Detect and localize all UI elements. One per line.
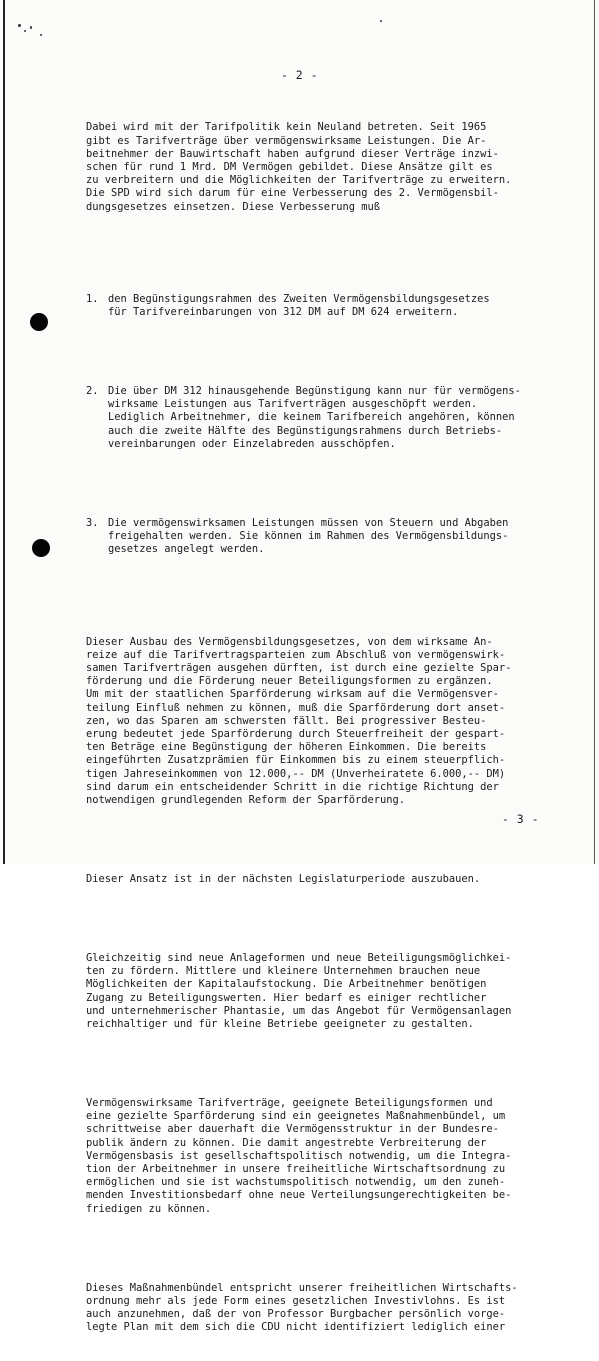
list-text: den Begünstigungsrahmen des Zweiten Vermögensbildungsgesetzes für Tarifvereinbarungen von 312 DM auf DM 624 erweitern. — [108, 292, 490, 319]
paragraph: Dieser Ausbau des Vermögensbildungsgesetzes, von dem wirksame An- reize auf die Tarifvertragsparteien zum Abschluß von vermögenswirk- samen Tarifverträgen ausgehen dürften, ist durch eine gezielte Spar- förderung und die Förderung neuer Beteiligungsformen zu ergänzen. Um mit der staatlichen Sparförderung wirksam auf die Vermögensver- teilung Einfluß nehmen zu können, muß die Sparförderung dort anset- zen, wo das Sparen am schwersten fällt. Bei progressiver Besteu- erung bedeutet jede Sparförderung durch Steuerfreiheit der gespart- ten Beträge eine Begünstigung der höheren Einkommen. Die bereits eingeführten Zusatzprämien für Einkommen bis zu einem steuerpflich- tigen Jahreseinkommen von 12.000,-- DM (Unverheiratete 6.000,-- DM) sind darum ein entscheidender Schritt in die richtige Richtung der notwendigen grundlegenden Reform der Sparförderung. — [86, 635, 512, 806]
list-number: 3. — [86, 516, 99, 529]
next-page-marker: - 3 - — [501, 812, 539, 826]
paragraph: Vermögenswirksame Tarifverträge, geeignete Beteiligungsformen und eine gezielte Sparförderung sind ein geeignetes Maßnahmenbündel, um schrittweise aber dauerhaft die Vermögensstruktur in der Bundesre- publik ändern zu können. Die damit angestrebte Verbreiterung der Vermögensbasis ist gesellschaftspolitisch notwendig, um die Integra- tion der Arbeitnehmer in unsere freiheitliche Wirtschaftsordnung zu ermöglichen und sie ist wachstumspolitisch notwendig, um den zuneh- menden Investitionsbedarf ohne neue Verteilungsungerechtigkeiten be- friedigen zu können. — [86, 1097, 512, 1215]
punch-hole — [32, 539, 50, 557]
scan-speck — [24, 30, 26, 32]
scan-speck — [380, 20, 382, 22]
punch-hole — [30, 313, 48, 331]
scan-edge-right — [594, 0, 595, 864]
page-number: - 2 - — [280, 68, 319, 82]
paragraph: Dieses Maßnahmenbündel entspricht unserer freiheitlichen Wirtschafts- ordnung mehr als jede Form eines gesetzlichen Investivlohns. Es ist auch anzunehmen, daß der von Professor Burgbacher persönlich vorge- legte Plan mit dem sich die CDU nicht identifiziert lediglich einer — [86, 1281, 518, 1334]
scan-speck — [40, 34, 42, 36]
scan-speck — [18, 24, 21, 27]
scan-edge-left — [3, 0, 5, 864]
paragraph: Dieser Ansatz ist in der nächsten Legislaturperiode auszubauen. — [86, 872, 481, 885]
scan-speck — [30, 26, 32, 29]
list-item — [86, 517, 566, 557]
paragraph: Gleichzeitig sind neue Anlageformen und neue Beteiligungsmöglichkei- ten zu fördern. Mittlere und kleinere Unternehmen brauchen neue Möglichkeiten der Kapitalaufstockung. Die Arbeitnehmer benötigen Zugang zu Beteiligungswerten. Hier bedarf es einiger rechtlicher und unternehmerischer Phantasie, um das Angebot für Vermögensanlagen reichhaltiger und für kleine Betriebe geeigneter zu gestalten. — [86, 951, 512, 1030]
list-text: Die über DM 312 hinausgehende Begünstigung kann nur für vermögens- wirksame Leistungen aus Tarifverträgen ausgeschöpft werden. Lediglich Arbeitnehmer, die keinem Tarifbereich angehören, können auch die zweite Hälfte des Begünstigungsrahmens durch Betriebs- vereinbarungen oder Einzelabreden ausschöpfen. — [108, 385, 521, 450]
paragraph: Dabei wird mit der Tarifpolitik kein Neuland betreten. Seit 1965 gibt es Tarifverträge über vermögenswirksame Leistungen. Die Ar- beitnehmer der Bauwirtschaft haben aufgrund dieser Verträge inzwi- schen für rund 1 Mrd. DM Vermögen gebildet. Diese Ansätze gilt es zu verbreitern und die Möglichkeiten der Tarifverträge zu erweitern. Die SPD wird sich darum für eine Verbesserung des 2. Vermögensbil- dungsgesetzes einsetzen. Diese Verbesserung muß — [86, 121, 512, 213]
list-text: Die vermögenswirksamen Leistungen müssen von Steuern und Abgaben freigehalten werden. Sie können im Rahmen des Vermögensbildungs- gesetzes angelegt werden. — [108, 516, 509, 556]
body-text — [86, 95, 566, 1361]
list-number: 1. — [86, 292, 99, 305]
list-item — [86, 385, 566, 451]
list-number: 2. — [86, 385, 99, 398]
list-item — [86, 293, 566, 319]
